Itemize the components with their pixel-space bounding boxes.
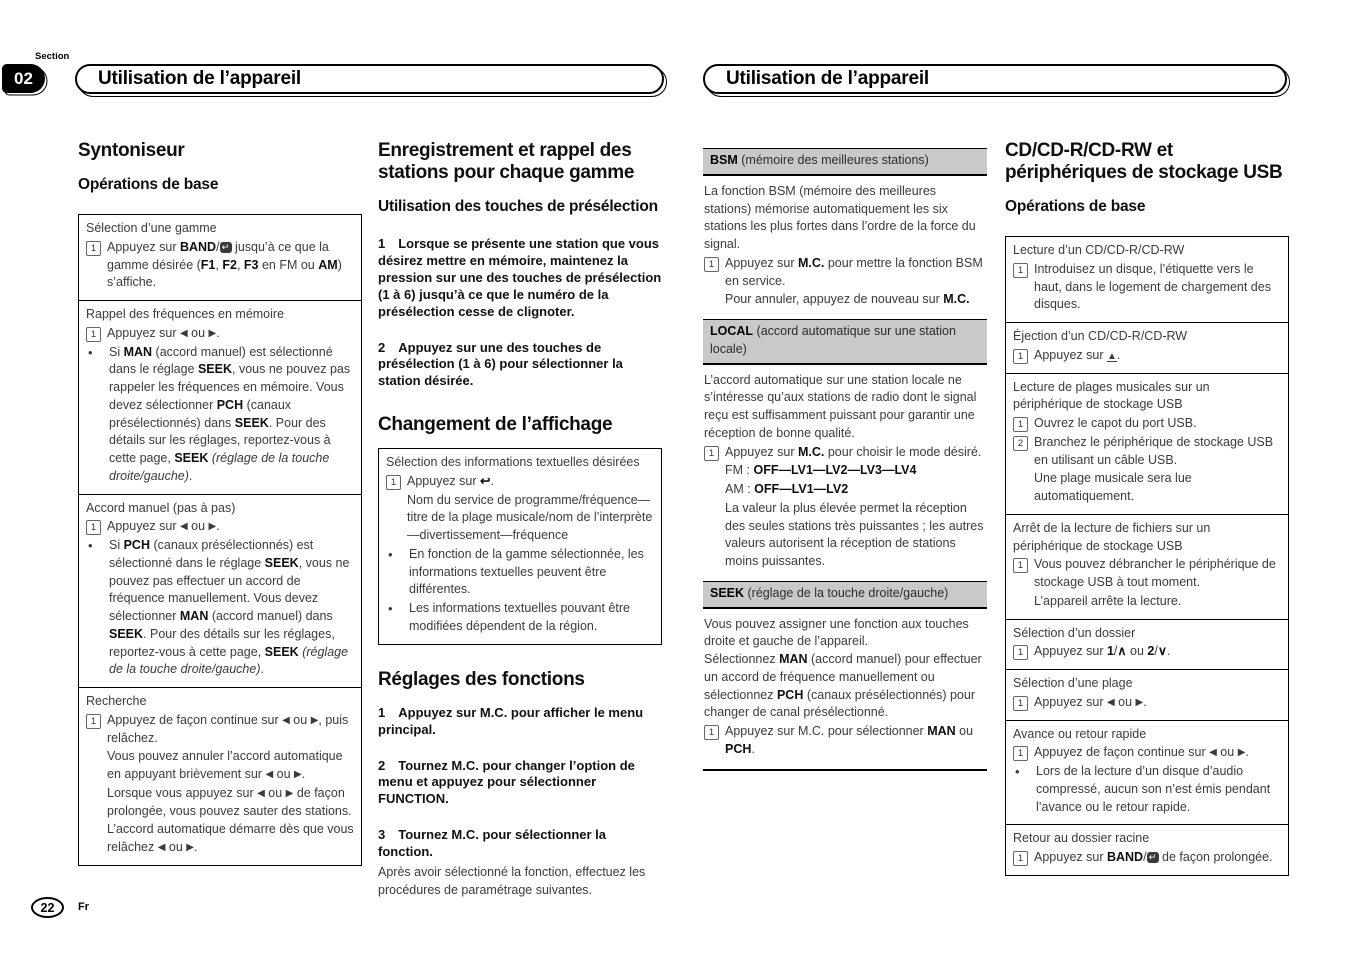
section-label: Section [35,51,70,62]
step-number-box: 1 [1013,263,1028,278]
function-list [703,148,987,771]
step-continuation: L’accord automatique démarre dès que vous relâchez ◀ ou ▶. [107,822,354,855]
step-number-box: 1 [86,714,101,729]
eject-icon: ▲ [1106,350,1117,362]
instruction-step: 3 Tournez M.C. pour sélectionner la fonction. [378,827,607,860]
step-continuation: FM : OFF—LV1—LV2—LV3—LV4 [725,463,917,478]
step-number-box: 1 [1013,645,1028,660]
page-number-badge [31,897,64,918]
entry-title: Avance ou retour rapide [1013,726,1147,741]
left-arrow-icon: ◀ [179,521,188,533]
right-arrow-icon: ▶ [285,787,294,799]
table-row [1006,825,1288,875]
table-row [79,215,361,301]
step-number: 2 [378,757,386,773]
entry-title: Accord manuel (pas à pas) [86,500,236,515]
step-continuation: Vous pouvez annuler l’accord automatique en appuyant brièvement sur ◀ ou ▶. [107,749,343,782]
step-number-box: 1 [1013,558,1028,573]
section-heading: Syntoniseur [78,140,185,161]
instruction-step: 2 Appuyez sur une des touches de présélection (1 à 6) pour sélectionner la station désirée. [378,339,623,389]
table-row [79,301,361,495]
page-header-left [75,64,664,94]
column-functions [703,148,987,771]
table-row [379,449,661,644]
left-arrow-icon: ◀ [157,842,166,854]
numbered-step: 1 Appuyez sur ↩. [386,473,654,491]
function-header: SEEK (réglage de la touche droite/gauche) [703,581,987,609]
bullet-icon: • [388,546,393,562]
step-number-box: 1 [704,725,719,740]
left-arrow-icon: ◀ [257,787,265,799]
step-number: 3 [378,827,386,843]
column-presets [378,140,662,899]
entry-title: Arrêt de la lecture de fichiers sur un périphérique de stockage USB [1013,520,1211,553]
numbered-step: 1 Appuyez sur M.C. pour mettre la fonction BSM en service. [704,255,986,291]
band-return-icon: ↵ [1147,852,1159,863]
numbered-step: 1 Appuyez sur BAND/ ↵ jusqu’à ce que la gamme désirée (F1, F2, F3 en FM ou AM) s’affiche. [86,239,354,292]
step-number-box: 1 [704,446,719,461]
table-row [1006,721,1288,826]
page-header-right-title: Utilisation de l’appareil [726,68,929,89]
numbered-step: 1 Appuyez sur ◀ ou ▶. [1013,694,1281,712]
step-number: 1 [378,236,386,252]
numbered-step: 1 Appuyez sur 1/∧ ou 2/∨. [1013,643,1281,661]
right-arrow-icon: ▶ [1237,747,1246,759]
right-arrow-icon: ▶ [294,769,302,781]
section-heading: CD/CD-R/CD-RW et périphériques de stockage USB [1005,140,1283,184]
entry-title: Éjection d’un CD/CD-R/CD-RW [1013,329,1188,344]
display-return-icon: ↩ [479,473,491,488]
section-number: 02 [14,68,33,88]
step-number-box: 1 [86,520,101,535]
step-continuation: AM : OFF—LV1—LV2 [725,482,849,496]
step-continuation: Une plage musicale sera lue automatiquement. [1034,471,1192,504]
procedure-table [1005,236,1289,876]
folder-down-icon: ∨ [1157,644,1168,659]
subsection-heading: Opérations de base [1005,198,1146,216]
numbered-step: 1 Appuyez sur ◀ ou ▶. [86,325,354,343]
numbered-step: 1 Appuyez sur BAND/ ↵ de façon prolongée. [1013,849,1281,867]
left-arrow-icon: ◀ [265,769,274,781]
bullet-note: • En fonction de la gamme sélectionnée, les informations textuelles peuvent être différentes. [388,546,644,597]
step-number-box: 1 [86,241,101,256]
table-row [1006,515,1288,620]
bullet-icon: • [388,601,393,617]
function-name: LOCAL [710,324,754,338]
function-name: SEEK [710,585,745,600]
section-number-badge [2,64,45,93]
step-number-box: 1 [386,475,401,490]
entry-title: Sélection d’une gamme [86,221,217,236]
step-number-box: 2 [1013,436,1028,451]
step-number-box: 1 [1013,851,1028,866]
table-row [1006,237,1288,323]
page-number: 22 [40,900,55,915]
function-header: BSM (mémoire des meilleures stations) [703,148,987,176]
entry-title: Sélection d’une plage [1013,676,1133,691]
numbered-step: 1 Appuyez sur M.C. pour choisir le mode désiré. [704,444,986,462]
subsection-heading: Opérations de base [78,176,219,194]
body-text: Sélectionnez MAN (accord manuel) pour effectuer un accord de fréquence manuellement ou sélectionnez PCH (canaux présélectionnés) pour changer de canal présélectionné. [704,652,982,720]
numbered-step: 1 Appuyez sur M.C. pour sélectionner MAN ou PCH. [704,723,986,759]
step-number-box: 1 [86,327,101,342]
left-arrow-icon: ◀ [179,327,188,339]
step-number-box: 1 [704,257,719,272]
entry-title: Recherche [86,694,147,709]
numbered-step: 1 Vous pouvez débrancher le périphérique de stockage USB à tout moment. [1013,556,1281,592]
numbered-step: 1 Appuyez de façon continue sur ◀ ou ▶, puis relâchez. [86,712,354,748]
numbered-step: 1 Introduisez un disque, l’étiquette vers le haut, dans le logement de chargement des disques. [1013,261,1281,314]
column-tuner [78,140,362,866]
bullet-note: • Lors de la lecture d’un disque d’audio compressé, aucun son n’est émis pendant l’avance ou le retour rapide. [1015,764,1271,814]
left-arrow-icon: ◀ [1209,747,1217,759]
bullet-icon: • [88,538,93,554]
body-text: La fonction BSM (mémoire des meilleures stations) mémorise automatiquement les six stations les plus fortes dans l’ordre de la force du signal. [704,183,976,251]
step-number-box: 1 [1013,417,1028,432]
bullet-icon: • [88,344,93,360]
right-arrow-icon: ▶ [208,521,217,533]
function-body [703,176,987,319]
subsection-heading: Utilisation des touches de présélection [378,198,658,216]
column-cd-usb [1005,140,1289,876]
band-return-icon: ↵ [220,242,232,253]
numbered-step: 2 Branchez le périphérique de stockage USB en utilisant un câble USB. [1013,434,1281,470]
bullet-note: • Si PCH (canaux présélectionnés) est sélectionné dans le réglage SEEK, vous ne pouvez pas effectuer un accord de fréquence manuellement. Vous devez sélectionner MAN (accord manuel) dans SEEK. Pour des détails sur les réglages, reportez-vous à cette page, SEEK (réglage de la touche droite/gauche). [88,538,350,677]
table-row [1006,670,1288,721]
section-heading: Réglages des fonctions [378,668,585,690]
step-continuation: La valeur la plus élevée permet la réception des seules stations très puissantes ; les autres valeurs autorisent la réception de stations moins puissantes. [725,500,984,568]
left-arrow-icon: ◀ [282,714,290,726]
step-number: 2 [378,339,386,355]
step-continuation: L’appareil arrête la lecture. [1034,593,1182,608]
procedure-table [378,448,662,645]
right-arrow-icon: ▶ [208,327,217,339]
right-arrow-icon: ▶ [310,714,319,726]
entry-title: Sélection d’un dossier [1013,625,1136,640]
table-row [1006,374,1288,515]
body-text: Vous pouvez assigner une fonction aux touches droite et gauche de l’appareil. [704,616,969,649]
function-name: BSM [710,153,738,167]
entry-title: Lecture d’un CD/CD-R/CD-RW [1013,243,1185,258]
instruction-step: 1 Lorsque se présente une station que vous désirez mettre en mémoire, maintenez la pression sur une des touches de présélection (1 à 6) jusqu’à ce que le numéro de la présélection cesse de clignoter. [378,236,662,319]
table-row [1006,323,1288,374]
table-row [79,495,361,689]
entry-title: Retour au dossier racine [1013,831,1150,846]
entry-title: Sélection des informations textuelles désirées [386,455,640,470]
left-arrow-icon: ◀ [1106,696,1115,708]
bullet-note: • Les informations textuelles pouvant être modifiées dépendent de la région. [388,601,630,633]
numbered-step: 1 Appuyez de façon continue sur ◀ ou ▶. [1013,744,1281,762]
numbered-step: 1 Appuyez sur ◀ ou ▶. [86,518,354,536]
page-header-left-title: Utilisation de l’appareil [98,68,301,89]
table-row [1006,620,1288,671]
numbered-step: 1 Appuyez sur ▲. [1013,347,1281,365]
step-continuation: Lorsque vous appuyez sur ◀ ou ▶ de façon prolongée, vous pouvez sauter des stations. [107,785,352,818]
bullet-note: • Si MAN (accord manuel) est sélectionné dans le réglage SEEK, vous ne pouvez pas rappeler les fréquences en mémoire. Vous devez sélectionner PCH (canaux présélectionnés) dans SEEK. Pour des détails sur les réglages, reportez-vous à cette page, SEEK (réglage de la touche droite/gauche). [88,344,351,483]
step-number-box: 1 [1013,349,1028,364]
instruction-step: 2 Tournez M.C. pour changer l’option de menu et appuyez pour sélectionner FUNCTION. [378,757,635,807]
table-row [79,688,361,865]
function-header: LOCAL (accord automatique sur une station locale) [703,319,987,365]
step-number-box: 1 [1013,696,1028,711]
page-header-right [703,64,1287,94]
function-body [703,365,987,581]
step-number-box: 1 [1013,746,1028,761]
entry-title: Rappel des fréquences en mémoire [86,307,285,322]
function-body [703,609,987,771]
section-heading: Changement de l’affichage [378,414,613,436]
numbered-step: 1 Ouvrez le capot du port USB. [1013,415,1281,433]
page-language: Fr [78,901,89,913]
step-continuation: Pour annuler, appuyez de nouveau sur M.C. [725,292,970,307]
procedure-table [78,214,362,866]
body-text: Après avoir sélectionné la fonction, effectuez les procédures de paramétrage suivantes. [378,864,646,897]
folder-up-icon: ∧ [1117,644,1127,659]
right-arrow-icon: ▶ [1135,696,1144,708]
instruction-step: 1 Appuyez sur M.C. pour afficher le menu principal. [378,704,644,737]
step-number: 1 [378,704,386,720]
body-text: L’accord automatique sur une station locale ne s’intéresse qu’aux stations de radio dont le signal reçu est suffisamment puissant pour garantir une réception de bonne qualité. [704,372,977,440]
right-arrow-icon: ▶ [186,842,194,854]
section-heading: Enregistrement et rappel des stations pour chaque gamme [378,140,635,184]
bullet-icon: • [1015,764,1020,780]
step-continuation: Nom du service de programme/fréquence—titre de la plage musicale/nom de l’interprète—divertissement—fréquence [407,492,653,543]
entry-title: Lecture de plages musicales sur un périphérique de stockage USB [1013,379,1210,412]
